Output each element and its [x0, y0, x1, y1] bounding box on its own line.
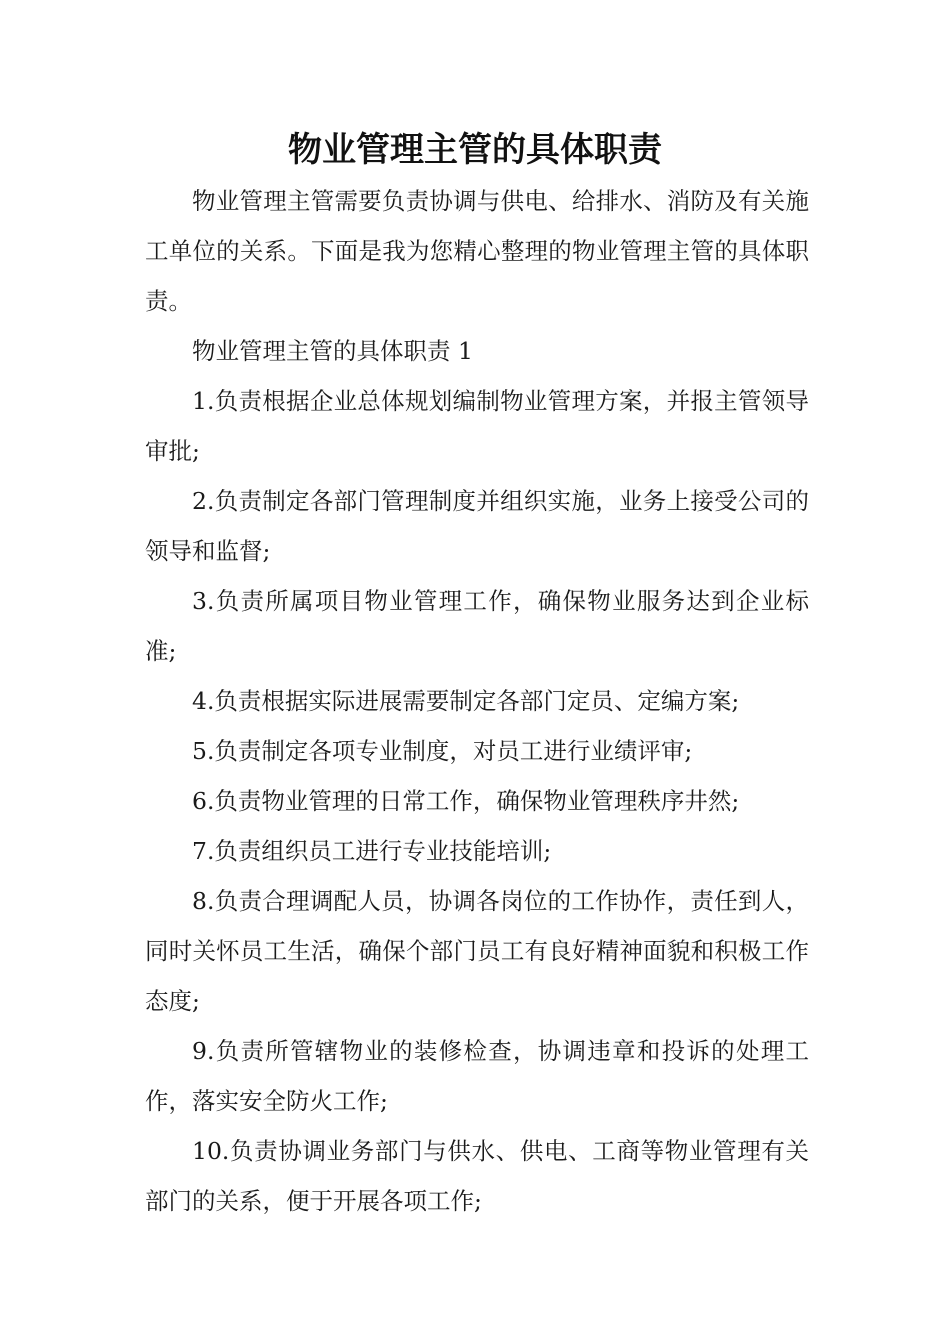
document-body [145, 176, 809, 1226]
duty-item-5: 5.负责制定各项专业制度，对员工进行业绩评审; [192, 737, 693, 765]
duty-item-10: 10.负责协调业务部门与供水、供电、工商等物业管理有关部门的关系，便于开展各项工作; [145, 1137, 809, 1215]
duty-item-7: 7.负责组织员工进行专业技能培训; [192, 837, 552, 865]
duty-item-4: 4.负责根据实际进展需要制定各部门定员、定编方案; [192, 687, 740, 715]
section-heading: 物业管理主管的具体职责 1 [192, 337, 473, 365]
duty-item-6: 6.负责物业管理的日常工作，确保物业管理秩序井然; [192, 787, 740, 815]
document-title: 物业管理主管的具体职责 [288, 130, 662, 170]
duty-item-2: 2.负责制定各部门管理制度并组织实施，业务上接受公司的领导和监督; [145, 487, 809, 565]
duty-item-1: 1.负责根据企业总体规划编制物业管理方案，并报主管领导审批; [145, 387, 809, 465]
duty-item-9: 9.负责所管辖物业的装修检查，协调违章和投诉的处理工作，落实安全防火工作; [145, 1037, 809, 1115]
duty-item-8: 8.负责合理调配人员，协调各岗位的工作协作，责任到人，同时关怀员工生活，确保个部门员工有良好精神面貌和积极工作态度; [145, 887, 809, 1015]
duty-item-3: 3.负责所属项目物业管理工作，确保物业服务达到企业标准; [145, 587, 809, 665]
intro-paragraph: 物业管理主管需要负责协调与供电、给排水、消防及有关施工单位的关系。下面是我为您精心整理的物业管理主管的具体职责。 [145, 187, 809, 315]
